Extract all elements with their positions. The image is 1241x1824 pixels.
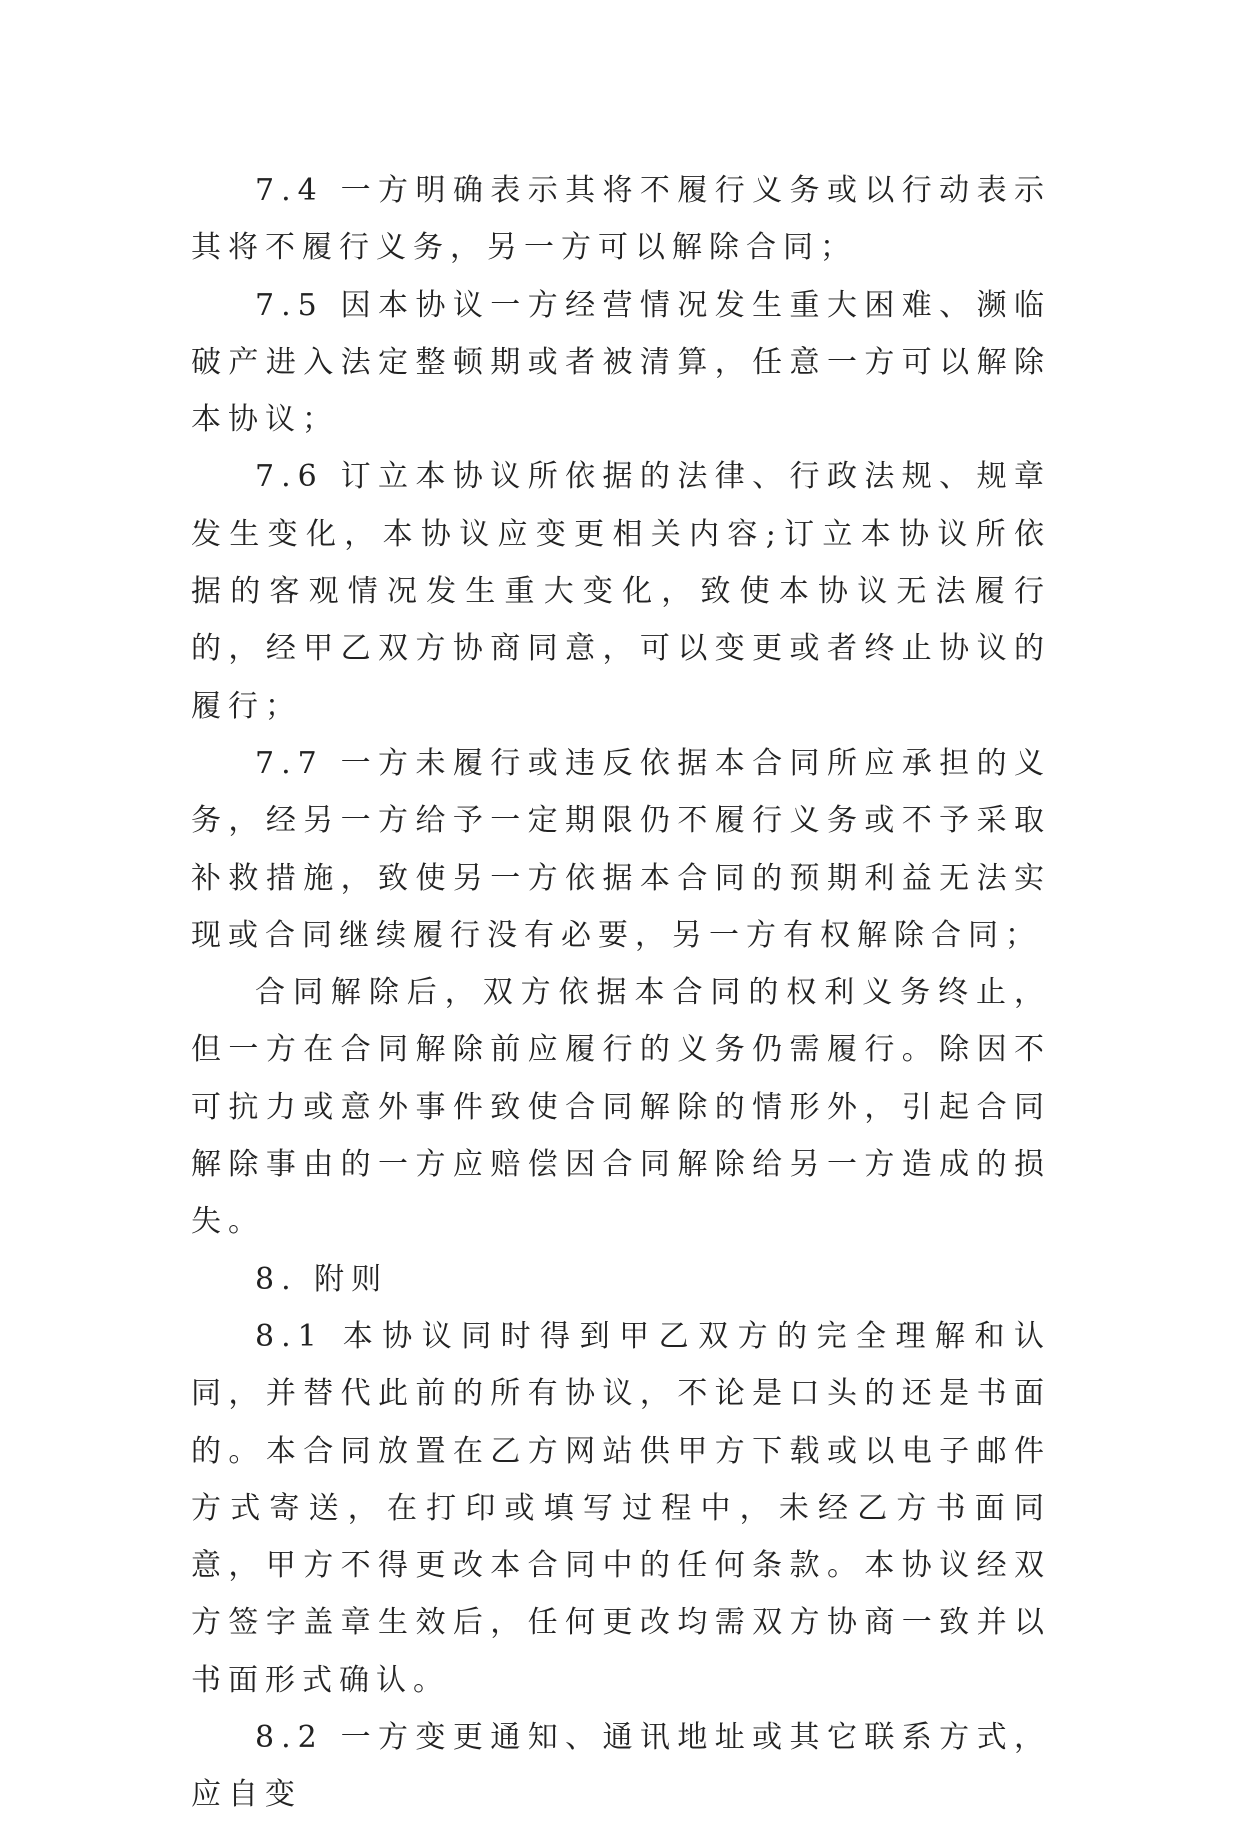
clause-7-5: 7.5 因本协议一方经营情况发生重大困难、濒临破产进入法定整顿期或者被清算，任意一方可以解除本协议； [191,287,1051,438]
clause-8-1: 8.1 本协议同时得到甲乙双方的完全理解和认同，并替代此前的所有协议，不论是口头的还是书面的。本合同放置在乙方网站供甲方下载或以电子邮件方式寄送，在打印或填写过程中，未经乙方书面同意，甲方不得更改本合同中的任何条款。本协议经双方签字盖章生效后，任何更改均需双方协商一致并以书面形式确认。 [191,1318,1051,1698]
document-body [191,162,1051,1824]
clause-7-4: 7.4 一方明确表示其将不履行义务或以行动表示其将不履行义务，另一方可以解除合同； [191,173,1051,266]
section-8-heading: 8. 附则 [255,1261,389,1297]
clause-7-6: 7.6 订立本协议所依据的法律、行政法规、规章发生变化，本协议应变更相关内容;订立本协议所依据的客观情况发生重大变化，致使本协议无法履行的，经甲乙双方协商同意，可以变更或者终止协议的履行； [191,459,1051,724]
termination-paragraph: 合同解除后，双方依据本合同的权利义务终止，但一方在合同解除前应履行的义务仍需履行。除因不可抗力或意外事件致使合同解除的情形外，引起合同解除事由的一方应赔偿因合同解除给另一方造成的损失。 [191,975,1051,1240]
clause-8-2: 8.2 一方变更通知、通讯地址或其它联系方式，应自变 [191,1720,1051,1813]
clause-7-7: 7.7 一方未履行或违反依据本合同所应承担的义务，经另一方给予一定期限仍不履行义务或不予采取补救措施，致使另一方依据本合同的预期利益无法实现或合同继续履行没有必要，另一方有权解除合同； [191,745,1051,953]
